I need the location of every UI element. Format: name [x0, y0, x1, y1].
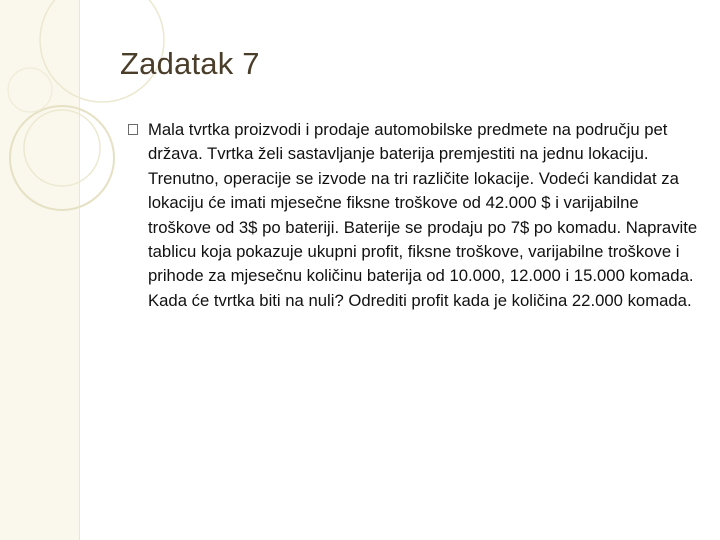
ring-medium [24, 110, 100, 186]
bullet-text: Mala tvrtka proizvodi i prodaje automobilske predmete na području pet država. Tvrtka želi sastavljanje baterija premjestiti na jednu lokaciju. Trenutno, operacije se izvode na tri različite lokacije. Vodeći kandidat za lokaciju će imati mjesečne fiksne troškove od 42.000 $ i varijabilne troškove od 3$ po bateriji. Baterije se prodaju po 7$ po komadu. Napravite tablicu koja pokazuje ukupni profit, fiksne troškove, varijabilne troškove i prihode za mjesečnu količinu baterija od 10.000, 12.000 i 15.000 komada. Kada će tvrtka biti na nuli? Odrediti profit kada je količina 22.000 komada. [148, 120, 698, 310]
slide-title: Zadatak 7 [120, 46, 260, 81]
bullet-square-icon [128, 124, 138, 135]
ring-small [8, 68, 52, 112]
